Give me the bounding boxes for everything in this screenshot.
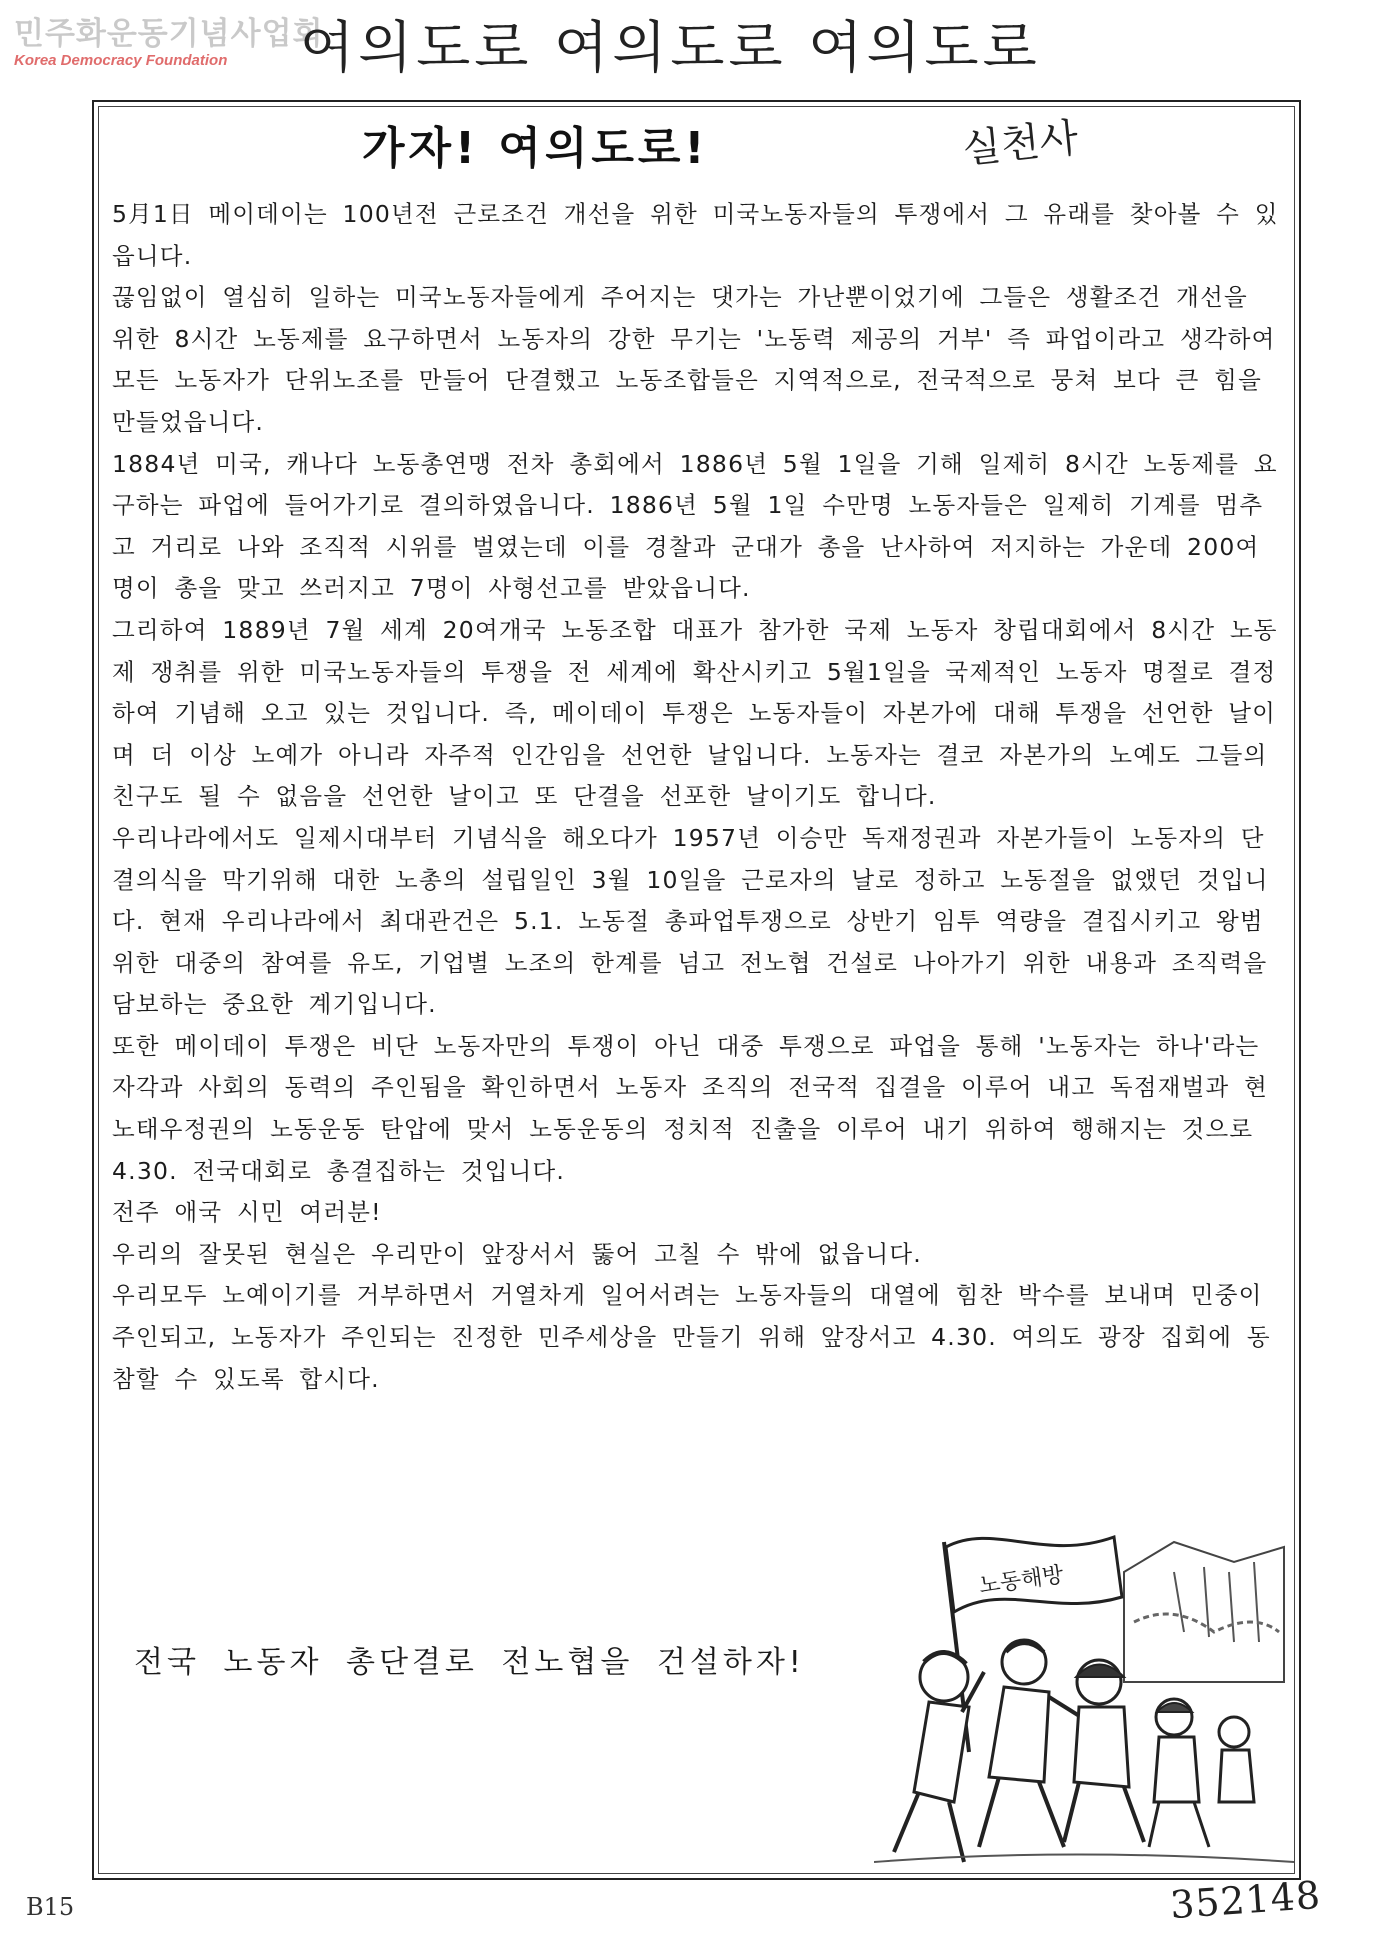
document-frame bbox=[92, 100, 1301, 1880]
title-row bbox=[94, 112, 1299, 172]
paragraph: 우리나라에서도 일제시대부터 기념식을 해오다가 1957년 이승만 독재정권과 자본가들이 노동자의 단결의식을 막기위해 대한 노총의 설립일인 3월 10일을 근로자의 날로 정하고 노동절을 없앴던 것입니다. 현재 우리나라에서 최대관건은 5.1. 노동절 총파업투쟁으로 상반기 임투 역량을 결집시키고 왕범위한 대중의 참여를 유도, 기업별 노조의 한계를 넘고 전노협 건설로 나아가기 위한 내용과 조직력을 담보하는 중요한 계기입니다. bbox=[112, 823, 1269, 1019]
paragraph: 5月1日 메이데이는 100년전 근로조건 개선을 위한 미국노동자들의 투쟁에서 그 유래를 찾아볼 수 있읍니다. bbox=[112, 200, 1279, 270]
document-body bbox=[112, 194, 1282, 1400]
page-code: B15 bbox=[26, 1893, 75, 1921]
paragraph: 우리모두 노예이기를 거부하면서 거열차게 일어서려는 노동자들의 대열에 힘찬 박수를 보내며 민중이 주인되고, 노동자가 주인되는 진정한 민주세상을 만들기 위해 앞장서고 4.30. 여의도 광장 집회에 동참할 수 있도록 합시다. bbox=[112, 1281, 1271, 1393]
paragraph: 우리의 잘못된 현실은 우리만이 앞장서서 뚫어 고칠 수 밖에 없읍니다. bbox=[112, 1239, 922, 1268]
handwritten-signature: 실천사 bbox=[960, 115, 1081, 173]
header-handwriting: 여의도로 여의도로 여의도로 bbox=[300, 16, 1041, 81]
watermark-english: Korea Democracy Foundation bbox=[14, 52, 228, 69]
closing-slogan: 전국 노동자 총단결로 전노협을 건설하자! bbox=[134, 1645, 805, 1680]
banner-text: 노동해방 bbox=[977, 1562, 1066, 1600]
paragraph: 또한 메이데이 투쟁은 비단 노동자만의 투쟁이 아닌 대중 투쟁으로 파업을 통해 '노동자는 하나'라는 자각과 사회의 동력의 주인됨을 확인하면서 노동자 조직의 전국적 집결을 이루어 내고 독점재벌과 현 노태우정권의 노동운동 탄압에 맞서 노동운동의 정치적 진출을 이루어 내기 위하여 행해지는 것으로 4.30. 전국대회로 총결집하는 것입니다. bbox=[112, 1031, 1268, 1185]
document-title: 가자! 여의도로! bbox=[362, 123, 709, 174]
marching-workers-illustration bbox=[874, 1502, 1294, 1872]
paragraph: 그리하여 1889년 7월 세계 20여개국 노동조합 대표가 참가한 국제 노동자 창립대회에서 8시간 노동제 쟁취를 위한 미국노동자들의 투쟁을 전 세계에 확산시키고 5월1일을 국제적인 노동자 명절로 결정하여 기념해 오고 있는 것입니다. 즉, 메이데이 투쟁은 노동자들이 자본가에 대해 투쟁을 선언한 날이며 더 이상 노예가 아니라 자주적 인간임을 선언한 날입니다. 노동자는 결코 자본가의 노예도 그들의 친구도 될 수 없음을 선언한 날이고 또 단결을 선포한 날이기도 합니다. bbox=[112, 615, 1278, 811]
paragraph: 끊임없이 열심히 일하는 미국노동자들에게 주어지는 댓가는 가난뿐이었기에 그들은 생활조건 개선을 위한 8시간 노동제를 요구하면서 노동자의 강한 무기는 '노동력 제공의 거부' 즉 파업이라고 생각하여 모든 노동자가 단위노조를 만들어 단결했고 노동조합들은 지역적으로, 전국적으로 뭉쳐 보다 큰 힘을 만들었읍니다. bbox=[112, 283, 1276, 436]
watermark bbox=[14, 16, 324, 70]
archive-number: 352148 bbox=[1168, 1872, 1323, 1928]
paragraph: 1884년 미국, 캐나다 노동총연맹 전차 총회에서 1886년 5월 1일을 기해 일제히 8시간 노동제를 요구하는 파업에 들어가기로 결의하였읍니다. 1886년 5월 1일 수만명 노동자들은 일제히 기계를 멈추고 거리로 나와 조직적 시위를 벌였는데 이를 경찰과 군대가 총을 난사하여 저지하는 가운데 200여명이 총을 맞고 쓰러지고 7명이 사형선고를 받았읍니다. bbox=[112, 449, 1278, 603]
paragraph: 전주 애국 시민 여러분! bbox=[112, 1198, 382, 1227]
watermark-korean: 민주화운동기념사업회 bbox=[14, 16, 324, 52]
